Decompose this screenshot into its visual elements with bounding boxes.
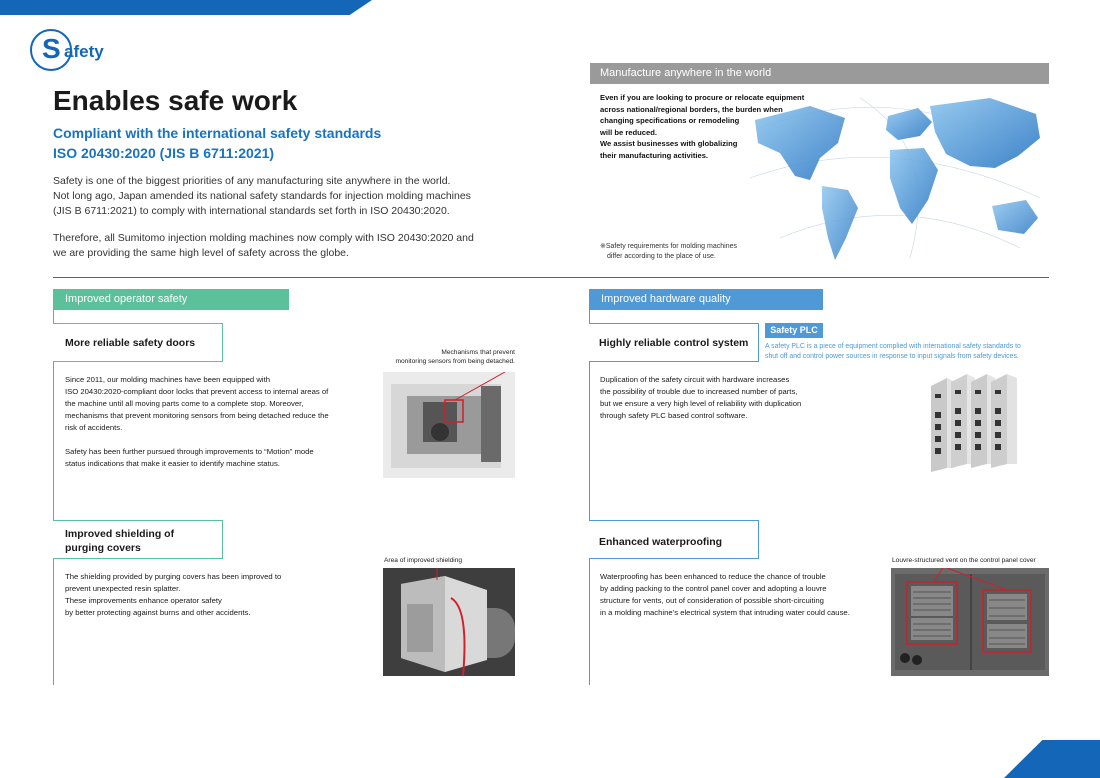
hardware-quality-rule (589, 310, 590, 685)
world-text-line: will be reduced. (600, 127, 657, 137)
waterproofing-caption: Louvre-structured vent on the control panel cover (892, 557, 1036, 564)
doors-text-line: mechanisms that prevent monitoring sensors from being detached reduce the (65, 411, 329, 420)
hardware-quality-header: Improved hardware quality (589, 289, 823, 310)
doors-text-line: risk of accidents. (65, 423, 123, 432)
section-divider (53, 277, 1049, 278)
doors-text-line: status indications that make it easier to identify machine status. (65, 459, 280, 468)
operator-safety-header: Improved operator safety (53, 289, 289, 310)
doors-text-line: Since 2011, our molding machines have been equipped with (65, 375, 270, 384)
control-text-line: the possibility of trouble due to increased number of parts, (600, 387, 798, 396)
waterproofing-title: Enhanced waterproofing (589, 520, 759, 559)
world-text-line: their manufacturing activities. (600, 150, 709, 160)
doors-text-line: Safety has been further pursued through improvements to “Motion” mode (65, 447, 314, 456)
world-text-line: We assist businesses with globalizing (600, 139, 738, 148)
safety-plc-badge: Safety PLC (765, 323, 823, 338)
world-text-line: Even if you are looking to procure or relocate equipment (600, 93, 805, 102)
subtitle-line-2: ISO 20430:2020 (JIS B 6711:2021) (53, 145, 275, 161)
operator-safety-rule (53, 310, 54, 685)
shielding-text-line: The shielding provided by purging covers has been improved to (65, 572, 282, 581)
intro-line: Safety is one of the biggest priorities of any manufacturing site anywhere in the world. (53, 175, 451, 187)
safety-logo-text: afety (64, 42, 104, 61)
shielding-title-line: Improved shielding of (65, 528, 175, 540)
doors-text-line: ISO 20430:2020-compliant door locks that prevent access to internal areas of (65, 387, 329, 396)
waterproofing-text-line: Waterproofing has been enhanced to reduce the chance of trouble (600, 572, 826, 581)
page-title: Enables safe work (53, 85, 298, 116)
intro-line: Not long ago, Japan amended its national safety standards for injection molding machines (53, 190, 471, 202)
shielding-caption: Area of improved shielding (384, 557, 463, 564)
world-text-line: across national/regional borders, the burden when (600, 104, 783, 114)
control-text-line: through safety PLC based control software. (600, 411, 748, 420)
control-text-line: but we ensure a very high level of reliability with duplication (600, 399, 802, 408)
safety-doors-title: More reliable safety doors (53, 323, 223, 362)
shielding-text-line: by better protecting against burns and other accidents. (65, 608, 251, 617)
plc-desc-line: A safety PLC is a piece of equipment complied with international safety standards to (765, 343, 1021, 350)
purging-cover-image (383, 568, 515, 676)
corner-accent (1004, 740, 1100, 778)
shielding-text-line: These improvements enhance operator safety (65, 596, 222, 605)
control-text-line: Duplication of the safety circuit with hardware increases (600, 375, 790, 384)
plc-desc-line: shut off and control power sources in response to input signals from safety devices. (765, 353, 1019, 360)
waterproofing-text-line: by adding packing to the control panel cover and adopting a louvre (600, 584, 827, 593)
shielding-title (53, 520, 223, 559)
world-text-line: changing specifications or remodeling (600, 116, 740, 125)
safety-plc-image (925, 372, 1025, 472)
safety-logo-letter: S (42, 33, 61, 64)
safety-door-image (383, 372, 515, 478)
shielding-title-line: purging covers (65, 542, 141, 554)
intro-line: (JIS B 6711:2021) to comply with international standards set forth in ISO 20430:2020. (53, 205, 450, 217)
doors-caption-line: monitoring sensors from being detached. (395, 358, 515, 365)
intro-line: we are providing the same high level of safety across the globe. (53, 247, 349, 259)
control-panel-vent-image (891, 568, 1049, 676)
control-system-title: Highly reliable control system (589, 323, 759, 362)
subtitle-line-1: Compliant with the international safety standards (53, 125, 382, 141)
world-note-line: differ according to the place of use. (607, 253, 716, 260)
top-accent-bar (0, 0, 372, 15)
world-map-image (740, 88, 1048, 268)
doors-text-line: the machine until all moving parts come to a complete stop. Moreover, (65, 399, 304, 408)
world-header: Manufacture anywhere in the world (590, 63, 1049, 84)
waterproofing-text-line: in a molding machine’s electrical system that intruding water could cause. (600, 608, 850, 617)
world-note-line: ※Safety requirements for molding machines (600, 243, 737, 250)
doors-caption-line: Mechanisms that prevent (441, 349, 515, 356)
shielding-text-line: prevent unexpected resin splatter. (65, 584, 181, 593)
waterproofing-text-line: structure for vents, out of consideration of possible short-circuiting (600, 596, 824, 605)
intro-line: Therefore, all Sumitomo injection molding machines now comply with ISO 20430:2020 and (53, 232, 474, 244)
